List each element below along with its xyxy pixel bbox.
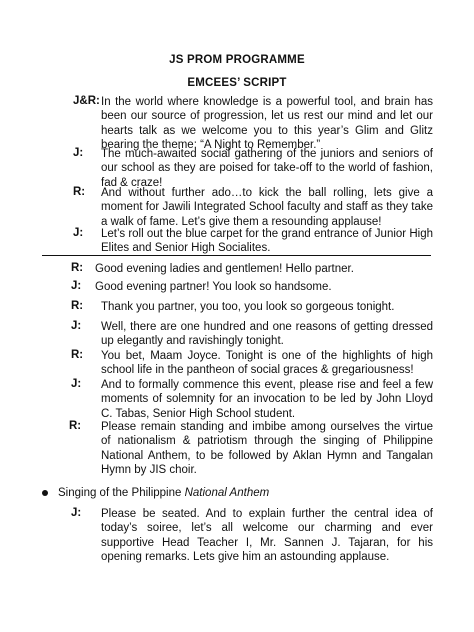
script-entry	[71, 320, 433, 349]
script-line: Well, there are one hundred and one reasons of getting dressed up elegantly and ravishingly tonight.	[101, 321, 433, 348]
script-line: Please be seated. And to explain further the central idea of today’s soiree, let’s all welcome our charming and ever supportive Head Teacher I, Mr. Sannen J. Tajaran, for his opening remarks. Lets give him an astounding applause.	[101, 508, 433, 563]
speaker-label: R:	[71, 349, 84, 361]
speaker-label: R:	[71, 300, 84, 312]
script-line: Good evening ladies and gentlemen! Hello partner.	[95, 263, 354, 275]
script-line: Good evening partner! You look so handsome.	[95, 281, 332, 293]
speaker-label: J:	[71, 320, 82, 332]
section-divider	[42, 255, 431, 256]
bullet-icon	[42, 490, 48, 496]
script-entry	[71, 507, 433, 564]
script-entry	[71, 300, 433, 314]
script-entry	[73, 186, 433, 229]
document-subtitle: EMCEES’ SCRIPT	[187, 77, 287, 89]
script-line: In the world where knowledge is a powerful tool, and brain has been our source of progression, let us rest our mind and let our hearts talk as we welcome you to this year’s Glim and Glitz bearing the theme: “A Night to Remember.”	[101, 96, 433, 151]
script-entry	[71, 378, 433, 421]
script-line: You bet, Maam Joyce. Tonight is one of the highlights of high school life in the pantheon of social graces & gregariousness!	[101, 350, 433, 377]
speaker-label: J:	[71, 378, 82, 390]
script-entry	[73, 147, 433, 190]
speaker-label: R:	[71, 262, 84, 274]
script-entry	[71, 349, 433, 378]
script-entry	[73, 227, 433, 256]
speaker-label: J:	[71, 280, 82, 292]
script-entry	[73, 95, 433, 152]
script-entry	[71, 262, 433, 276]
script-line: And without further ado…to kick the ball rolling, lets give a moment for Jawili Integrated School faculty and staff as they take a walk of fame. Let’s give them a resounding applause!	[101, 187, 433, 228]
speaker-label: J&R:	[73, 95, 100, 107]
program-item	[42, 487, 269, 499]
speaker-label: J:	[71, 507, 82, 519]
program-item-text: Singing of the Philippine National Anthem	[58, 487, 270, 499]
script-line: Let’s roll out the blue carpet for the grand entrance of Junior High Elites and Senior High Socialites.	[101, 228, 433, 255]
script-entry	[69, 420, 433, 477]
script-line: And to formally commence this event, please rise and feel a few moments of solemnity for an invocation to be led by John Lloyd C. Tabas, Senior High School student.	[101, 379, 433, 420]
speaker-label: J:	[73, 147, 84, 159]
speaker-label: R:	[69, 420, 82, 432]
document-title: JS PROM PROGRAMME	[169, 54, 305, 66]
script-line: The much-awaited social gathering of the juniors and seniors of our school as they are poised for take-off to the world of fashion, fad & craze!	[101, 148, 433, 189]
speaker-label: J:	[73, 227, 84, 239]
script-line: Thank you partner, you too, you look so gorgeous tonight.	[101, 301, 395, 313]
script-entry	[71, 280, 433, 294]
speaker-label: R:	[73, 186, 86, 198]
script-line: Please remain standing and imbibe among ourselves the virtue of nationalism & patriotism through the singing of Philippine National Anthem, to be followed by Aklan Hymn and Tangalan Hymn by JIS choir.	[101, 421, 433, 476]
